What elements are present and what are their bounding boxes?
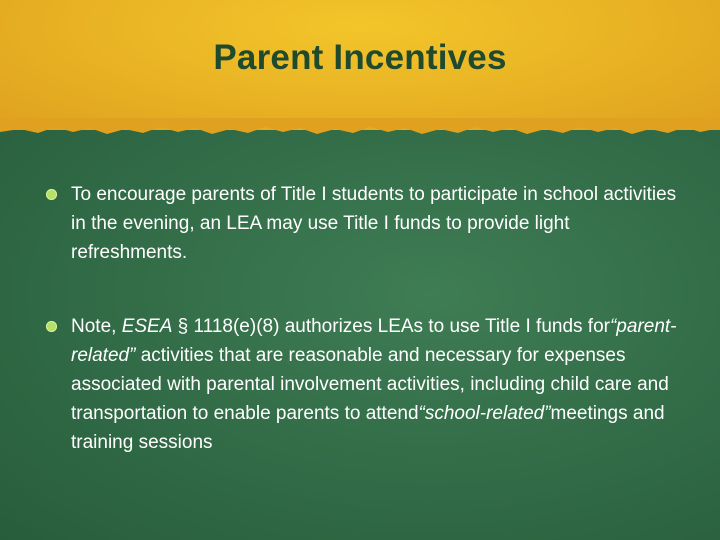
bullet-2-segment-italic: “school-related” (418, 403, 551, 424)
bullet-dot-icon (46, 189, 57, 200)
bullet-2-segment: § 1118(e)(8) authorizes LEAs to use Title I funds for (172, 316, 610, 337)
slide-title: Parent Incentives (213, 38, 507, 77)
bullet-item (46, 312, 686, 457)
bullet-2-segment: Note, (71, 316, 122, 337)
rough-edge-divider (0, 118, 720, 142)
bullet-text-2 (71, 312, 686, 457)
bullet-2-segment: activities that are reasonable and necessary for expenses associated with parental involvement activities, including child care and transportation to enable parents to attend (71, 345, 669, 424)
bullet-2-segment: meetings and training sessions (71, 403, 665, 453)
bullet-text-1 (71, 180, 686, 267)
bullet-item (46, 180, 686, 267)
bullet-2-segment-italic: “parent-related” (71, 316, 677, 366)
bullet-list (46, 180, 686, 457)
bullet-dot-icon (46, 321, 57, 332)
bullet-2-segment-italic: ESEA (121, 316, 173, 337)
bullet-1-segment: To encourage parents of Title I students to participate in school activities in the evening, an LEA may use Title I funds to provide light refreshments. (71, 184, 677, 263)
